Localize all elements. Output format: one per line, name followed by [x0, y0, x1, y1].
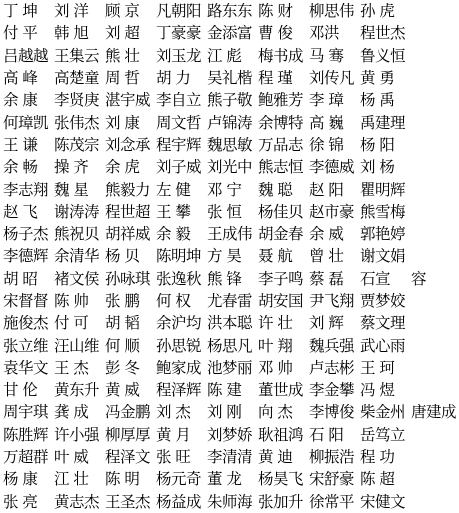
name-cell: 董 龙 — [207, 470, 242, 489]
name-cell: 张立维 — [3, 336, 49, 355]
name-cell: 徐常平 — [309, 492, 355, 511]
name-cell: 刘梦娇 — [207, 425, 253, 444]
name-cell: 柳思伟 — [309, 2, 355, 21]
name-cell: 余 虎 — [105, 158, 140, 177]
name-cell: 操 齐 — [54, 158, 89, 177]
name-cell: 余 畅 — [3, 158, 38, 177]
name-cell: 赵 飞 — [3, 202, 38, 221]
name-cell: 黄 威 — [105, 381, 140, 400]
name-cell: 耿祖鸿 — [258, 425, 304, 444]
name-cell: 陈茂宗 — [54, 135, 100, 154]
name-cell: 曹 俊 — [258, 24, 293, 43]
name-cell: 孙思锐 — [156, 336, 202, 355]
name-cell: 张 旺 — [156, 448, 191, 467]
name-cell: 王 杰 — [54, 358, 89, 377]
name-cell: 曾 壮 — [309, 247, 344, 266]
name-row — [0, 201, 459, 223]
name-cell: 宋督督 — [3, 292, 49, 310]
name-cell: 黄东升 — [54, 381, 100, 400]
name-cell: 凡朝阳 — [156, 2, 202, 21]
name-cell: 杨 禹 — [360, 91, 395, 110]
name-row — [0, 245, 459, 267]
name-cell: 唐建成 — [411, 403, 457, 422]
name-cell: 谢涛涛 — [54, 202, 100, 221]
name-cell: 程世超 — [105, 202, 151, 221]
name-cell: 余清华 — [54, 247, 100, 266]
name-cell: 何璋凯 — [3, 113, 49, 132]
name-cell: 杨益成 — [156, 492, 202, 511]
name-row — [0, 468, 459, 490]
name-cell: 马 骞 — [309, 46, 344, 65]
name-cell: 周 哲 — [105, 69, 140, 88]
name-cell: 董世成 — [258, 381, 304, 400]
name-cell: 李子鸣 — [258, 269, 304, 288]
name-cell: 胡 力 — [156, 69, 191, 88]
name-cell: 杨 康 — [3, 470, 38, 489]
name-cell: 孙 虎 — [360, 2, 395, 21]
name-cell: 江 彪 — [207, 46, 242, 65]
name-cell: 刘 刚 — [207, 403, 242, 422]
name-cell: 谢文娟 — [360, 247, 406, 266]
name-cell: 甘 伦 — [3, 381, 38, 400]
name-cell: 刘 辉 — [309, 314, 344, 333]
name-cell: 洪本聪 — [207, 314, 253, 333]
name-row — [0, 446, 459, 468]
name-cell: 鲍家成 — [156, 358, 202, 377]
name-cell: 刘传凡 — [309, 69, 355, 88]
name-cell: 江 壮 — [54, 470, 89, 489]
name-cell: 陈 财 — [258, 2, 293, 21]
name-cell: 李自立 — [156, 91, 202, 110]
name-cell: 黄 月 — [156, 425, 191, 444]
name-cell: 左 健 — [156, 180, 191, 199]
name-cell: 熊子敬 — [207, 91, 253, 110]
name-cell: 刘念承 — [105, 135, 151, 154]
name-cell: 刘 杰 — [156, 403, 191, 422]
name-cell: 余 威 — [309, 225, 344, 244]
name-cell: 张伟杰 — [54, 113, 100, 132]
name-row — [0, 0, 459, 22]
name-row — [0, 290, 459, 312]
name-cell: 付 平 — [3, 24, 38, 43]
name-cell: 李德威 — [309, 158, 355, 177]
name-cell: 梅书成 — [258, 46, 304, 65]
name-cell: 杨昊飞 — [258, 470, 304, 489]
name-cell: 宋舒豪 — [309, 470, 355, 489]
name-cell: 施俊杰 — [3, 314, 49, 333]
name-cell: 陈 超 — [360, 470, 395, 489]
name-cell: 万品志 — [258, 135, 304, 154]
name-row — [0, 268, 459, 290]
name-cell: 程世杰 — [360, 24, 406, 43]
name-cell: 魏 星 — [54, 180, 89, 199]
name-cell: 尤春雷 — [207, 292, 253, 310]
name-cell: 程 功 — [360, 448, 395, 467]
name-cell: 杨 贝 — [105, 247, 140, 266]
name-row — [0, 156, 459, 178]
name-cell: 丁豪豪 — [156, 24, 202, 43]
name-cell: 赵 阳 — [309, 180, 344, 199]
name-cell: 湛宇威 — [105, 91, 151, 110]
name-cell: 张 鹏 — [105, 292, 140, 310]
name-cell: 程 瑾 — [258, 69, 293, 88]
name-cell: 邓 帅 — [258, 358, 293, 377]
name-cell: 王集云 — [54, 46, 100, 65]
name-cell: 岳笃立 — [360, 425, 406, 444]
name-cell: 杨子杰 — [3, 225, 49, 244]
name-cell: 朱师海 — [207, 492, 253, 511]
name-cell: 龚 成 — [54, 403, 89, 422]
name-row — [0, 379, 459, 401]
name-cell: 余沪均 — [156, 314, 202, 333]
name-row — [0, 357, 459, 379]
name-row — [0, 178, 459, 200]
name-cell: 吴礼楷 — [207, 69, 253, 88]
name-cell: 李 璋 — [309, 91, 344, 110]
name-cell: 王 珂 — [360, 358, 395, 377]
name-cell: 陈胜辉 — [3, 425, 49, 444]
name-cell: 魏兵强 — [309, 336, 355, 355]
name-cell: 王圣杰 — [105, 492, 151, 511]
name-cell: 张 恒 — [207, 202, 242, 221]
name-cell: 柳厚厚 — [105, 425, 151, 444]
name-cell: 王 攀 — [156, 202, 191, 221]
name-cell: 胡祥威 — [105, 225, 151, 244]
name-row — [0, 67, 459, 89]
name-cell: 高楚童 — [54, 69, 100, 88]
name-cell: 熊 锋 — [207, 269, 242, 288]
name-cell: 邓洪 — [309, 24, 340, 43]
name-cell: 杨元奇 — [156, 470, 202, 489]
name-cell: 瞿明辉 — [360, 180, 406, 199]
name-cell: 熊志恒 — [258, 158, 304, 177]
name-cell: 熊雪梅 — [360, 202, 406, 221]
name-cell: 李德辉 — [3, 247, 49, 266]
name-cell: 刘 杨 — [360, 158, 395, 177]
name-cell: 赵市豪 — [309, 202, 355, 221]
name-cell: 池梦丽 — [207, 358, 253, 377]
name-cell: 禹建理 — [360, 113, 406, 132]
name-cell: 金添富 — [207, 24, 253, 43]
name-cell: 陈 明 — [105, 470, 140, 489]
name-cell: 胡安国 — [258, 292, 304, 310]
name-cell: 叶 威 — [54, 448, 89, 467]
name-cell: 李博俊 — [309, 403, 355, 422]
name-cell: 刘玉龙 — [156, 46, 202, 65]
name-cell: 余 毅 — [156, 225, 191, 244]
name-cell: 李清清 — [207, 448, 253, 467]
name-cell: 杨 阳 — [360, 135, 395, 154]
name-cell: 李金攀 — [309, 381, 355, 400]
name-cell: 武心雨 — [360, 336, 406, 355]
name-cell: 向 杰 — [258, 403, 293, 422]
name-cell: 彭 冬 — [105, 358, 140, 377]
name-row — [0, 312, 459, 334]
name-cell: 冯金鹏 — [105, 403, 151, 422]
name-cell: 鲁义恒 — [360, 46, 406, 65]
name-cell: 陈 建 — [207, 381, 242, 400]
name-cell: 蔡 磊 — [309, 269, 344, 288]
name-cell: 余 康 — [3, 91, 38, 110]
name-cell: 程泽辉 — [156, 381, 202, 400]
name-row — [0, 223, 459, 245]
name-cell: 万超群 — [3, 448, 49, 467]
name-row — [0, 491, 459, 513]
name-cell: 杨佳贝 — [258, 202, 304, 221]
name-cell: 聂 航 — [258, 247, 293, 266]
name-cell: 石 阳 — [309, 425, 344, 444]
name-cell: 路东东 — [207, 2, 253, 21]
name-cell: 熊毅力 — [105, 180, 151, 199]
name-row — [0, 22, 459, 44]
name-row — [0, 401, 459, 423]
name-cell: 陈 帅 — [54, 292, 89, 310]
name-cell: 鲍雅芳 — [258, 91, 304, 110]
name-cell: 刘 超 — [105, 24, 140, 43]
name-cell: 王成伟 — [207, 225, 253, 244]
name-cell: 胡金春 — [258, 225, 304, 244]
name-cell: 余博特 — [258, 113, 304, 132]
name-cell: 尹飞翔 — [309, 292, 355, 310]
name-cell: 程泽文 — [105, 448, 151, 467]
name-cell: 袁华文 — [3, 358, 49, 377]
name-cell: 陈明坤 — [156, 247, 202, 266]
name-cell: 宋健文 — [360, 492, 406, 511]
name-cell: 韩 旭 — [54, 24, 89, 43]
name-cell: 容 — [411, 269, 427, 288]
name-cell: 徐 锦 — [309, 135, 344, 154]
name-cell: 汪山维 — [54, 336, 100, 355]
name-cell: 熊祝贝 — [54, 225, 100, 244]
name-cell: 邓 宁 — [207, 180, 242, 199]
name-cell: 柴金州 — [360, 403, 406, 422]
name-cell: 周宇琪 — [3, 403, 49, 422]
name-cell: 黄 迪 — [258, 448, 293, 467]
name-row — [0, 89, 459, 111]
name-cell: 程宇辉 — [156, 135, 202, 154]
name-cell: 丁 坤 — [3, 2, 38, 21]
name-cell: 李贤庚 — [54, 91, 100, 110]
name-row — [0, 134, 459, 156]
name-cell: 卢志彬 — [309, 358, 355, 377]
name-cell: 何 权 — [156, 292, 191, 310]
name-cell: 张加升 — [258, 492, 304, 511]
name-row — [0, 424, 459, 446]
name-cell: 高 峰 — [3, 69, 38, 88]
name-cell: 吕越越 — [3, 46, 49, 65]
name-cell: 周文哲 — [156, 113, 202, 132]
name-cell: 付 可 — [54, 314, 89, 333]
name-cell: 柳振浩 — [309, 448, 355, 467]
name-cell: 冯 煜 — [360, 381, 395, 400]
name-cell: 褚文侯 — [54, 269, 100, 288]
name-cell: 郭艳婷 — [360, 225, 406, 244]
name-cell: 杨思凡 — [207, 336, 253, 355]
name-cell: 刘子威 — [156, 158, 202, 177]
name-cell: 卢锦涛 — [207, 113, 253, 132]
name-cell: 熊 壮 — [105, 46, 140, 65]
name-cell: 魏 聪 — [258, 180, 293, 199]
name-cell: 石宣 — [360, 269, 391, 288]
name-cell: 顾 京 — [105, 2, 140, 21]
name-row — [0, 334, 459, 356]
name-cell: 张 亮 — [3, 492, 38, 511]
name-cell: 叶 翔 — [258, 336, 293, 355]
name-cell: 高 巍 — [309, 113, 344, 132]
name-cell: 许小强 — [54, 425, 100, 444]
name-cell: 黄 勇 — [360, 69, 395, 88]
name-cell: 魏思敏 — [207, 135, 253, 154]
name-cell: 孙咏琪 — [105, 269, 151, 288]
name-cell: 王 谦 — [3, 135, 38, 154]
name-cell: 李志翔 — [3, 180, 49, 199]
name-cell: 刘 洋 — [54, 2, 89, 21]
name-cell: 张逸秋 — [156, 269, 202, 288]
name-cell: 蔡文理 — [360, 314, 406, 333]
name-cell: 黄志杰 — [54, 492, 100, 511]
name-cell: 贾梦姣 — [360, 292, 406, 310]
name-cell: 刘 康 — [105, 113, 140, 132]
name-cell: 方 昊 — [207, 247, 242, 266]
name-row — [0, 111, 459, 133]
name-cell: 胡 昭 — [3, 269, 38, 288]
name-row — [0, 45, 459, 67]
name-cell: 许 壮 — [258, 314, 293, 333]
name-cell: 胡 韬 — [105, 314, 140, 333]
name-cell: 刘光中 — [207, 158, 253, 177]
name-cell: 何 顺 — [105, 336, 140, 355]
